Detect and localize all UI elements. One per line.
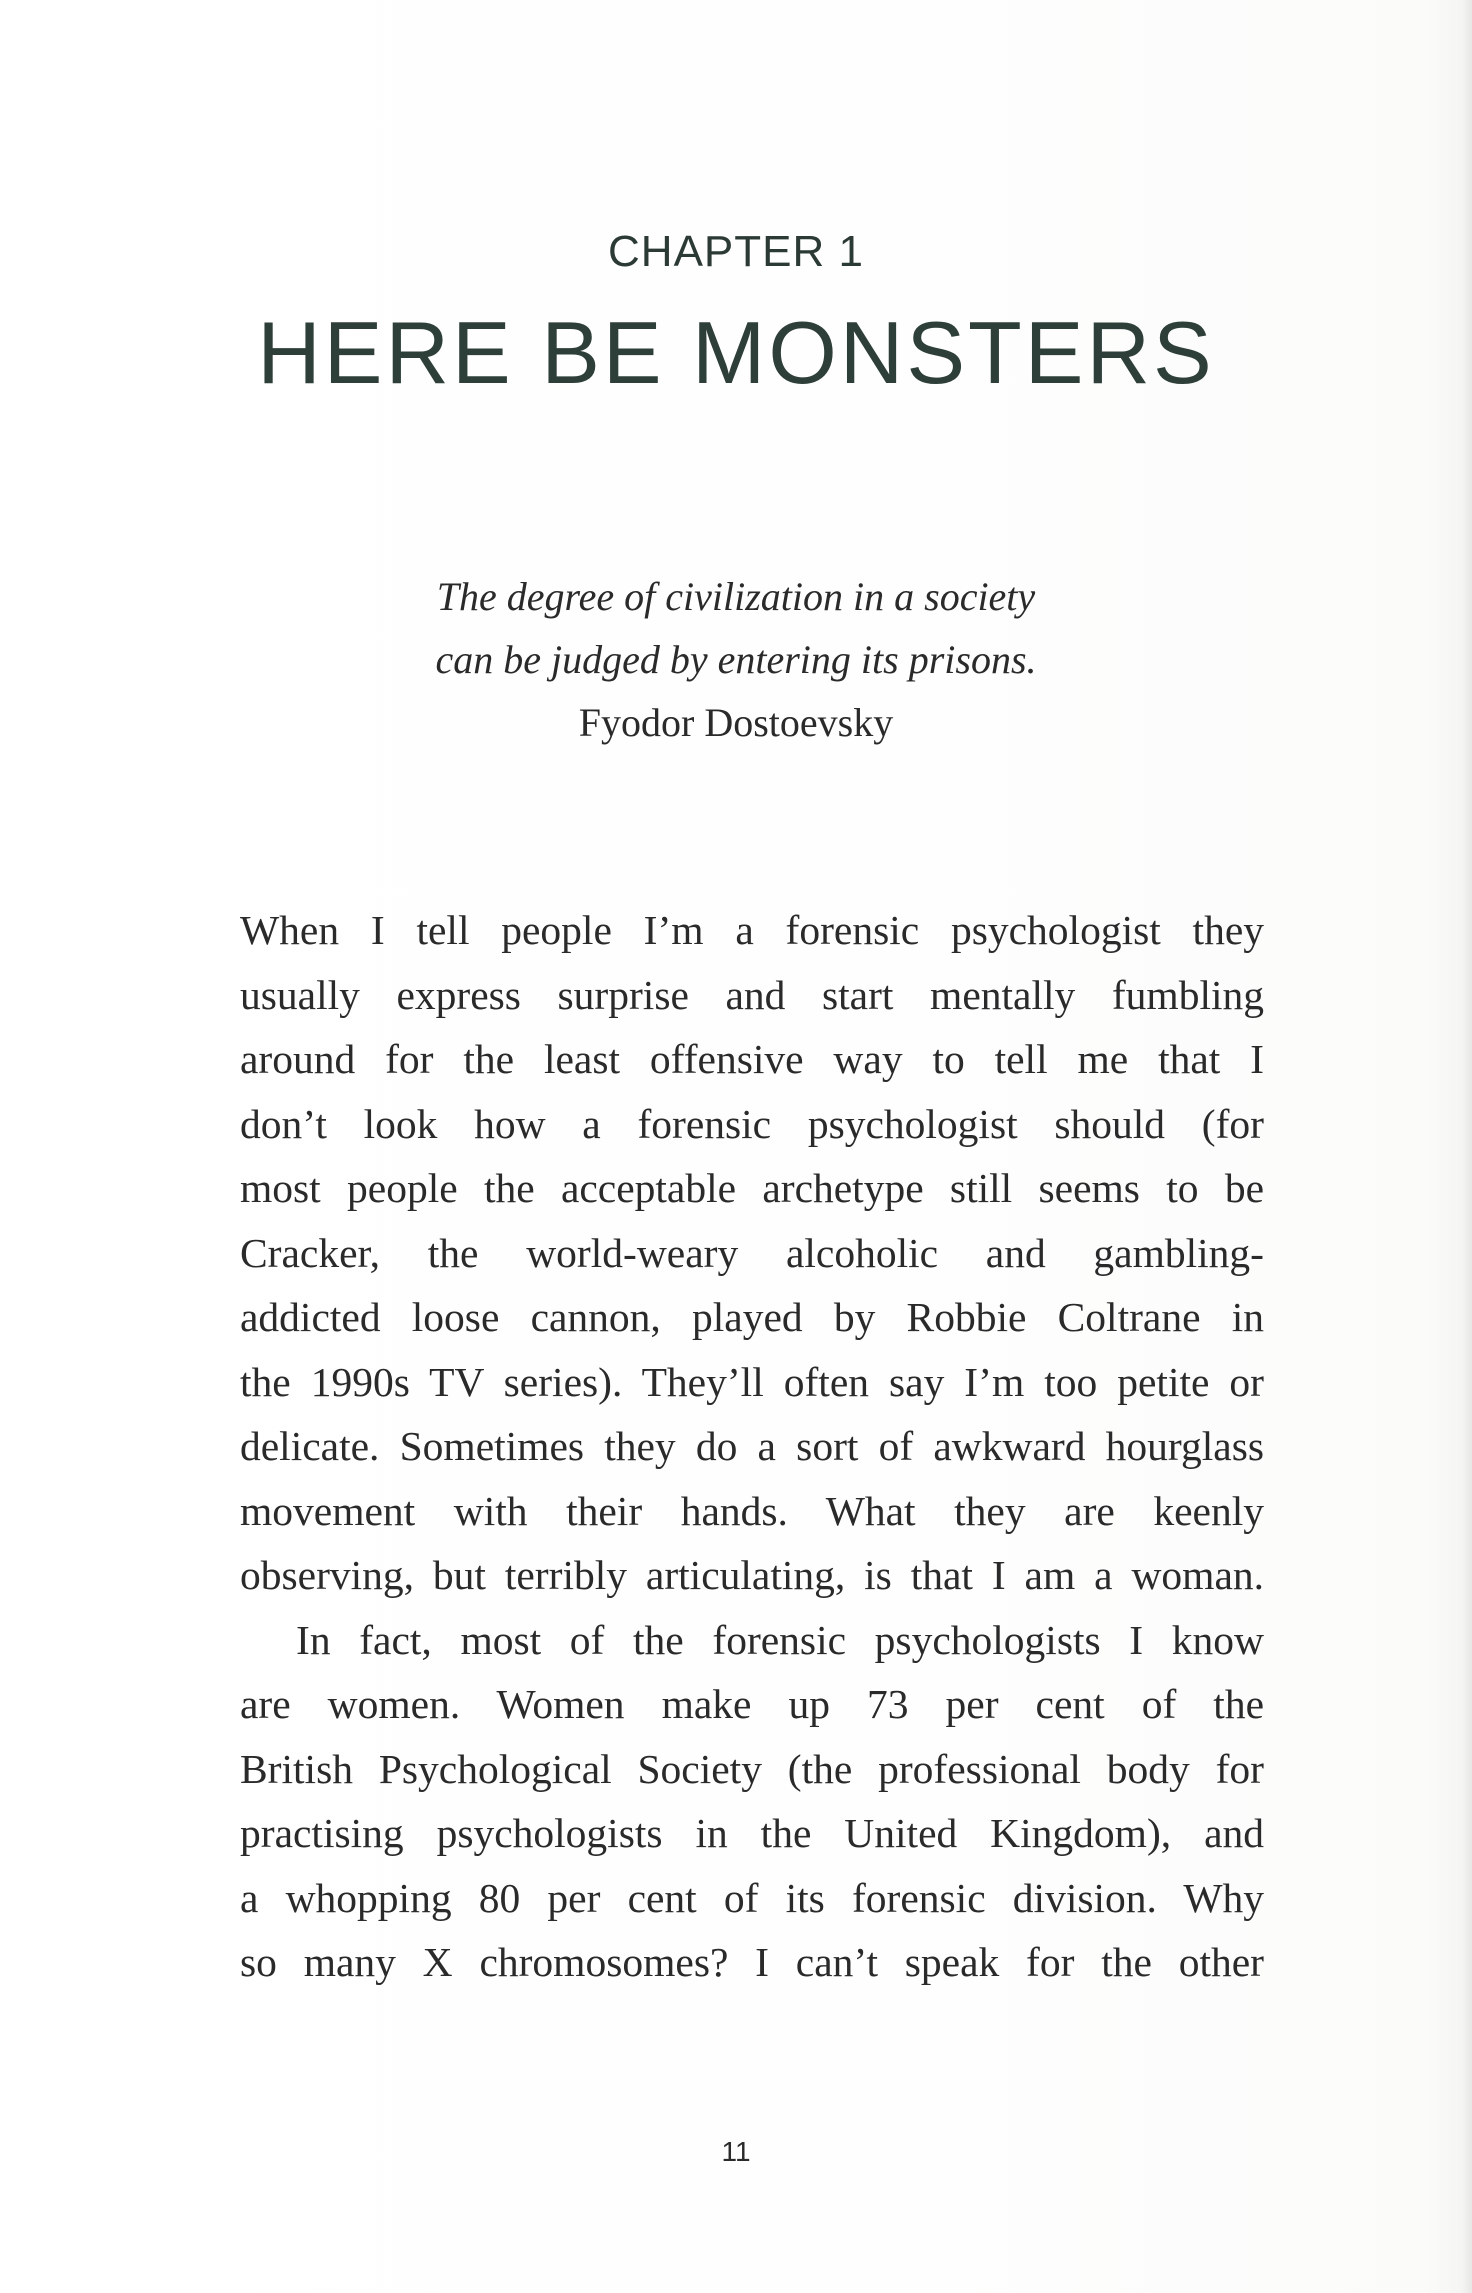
text-line: addicted loose cannon, played by Robbie Coltrane in — [240, 1294, 1264, 1340]
epigraph-line: can be judged by entering its prisons. — [435, 637, 1037, 682]
text-line: don’t look how a forensic psychologist should (for — [240, 1100, 1264, 1147]
text-line: are women. Women make up 73 per cent of the — [240, 1681, 1264, 1727]
text-line: the 1990s TV series). They’ll often say I’m too petite or — [240, 1358, 1264, 1405]
text-line: a whopping 80 per cent of its forensic division. Why — [240, 1874, 1264, 1921]
body-text — [240, 898, 1264, 1995]
text-line: Cracker, the world-weary alcoholic and gambling- — [240, 1229, 1264, 1276]
epigraph-line: The degree of civilization in a society — [436, 574, 1036, 619]
paragraph-1 — [240, 898, 1264, 1608]
chapter-label: CHAPTER 1 — [608, 227, 864, 276]
text-line: most people the acceptable archetype still seems to be — [240, 1165, 1264, 1211]
text-line: so many X chromosomes? I can’t speak for the other — [240, 1939, 1264, 1985]
text-line: usually express surprise and start mentally fumbling — [240, 971, 1264, 1018]
epigraph — [0, 565, 1472, 754]
text-line: British Psychological Society (the professional body for — [240, 1745, 1264, 1792]
page-number: 11 — [721, 2136, 751, 2167]
text-line: When I tell people I’m a forensic psychologist they — [240, 907, 1264, 953]
text-line: In fact, most of the forensic psychologists I know — [296, 1616, 1264, 1663]
text-line: observing, but terribly articulating, is that I am a woman. — [240, 1552, 1264, 1598]
chapter-title: HERE BE MONSTERS — [257, 303, 1215, 402]
paragraph-2 — [240, 1608, 1264, 1995]
text-line: around for the least offensive way to tell me that I — [240, 1036, 1264, 1082]
epigraph-author: Fyodor Dostoevsky — [578, 700, 894, 745]
text-line: delicate. Sometimes they do a sort of awkward hourglass — [240, 1423, 1264, 1469]
text-line: movement with their hands. What they are keenly — [240, 1487, 1264, 1534]
text-line: practising psychologists in the United Kingdom), and — [240, 1810, 1264, 1856]
